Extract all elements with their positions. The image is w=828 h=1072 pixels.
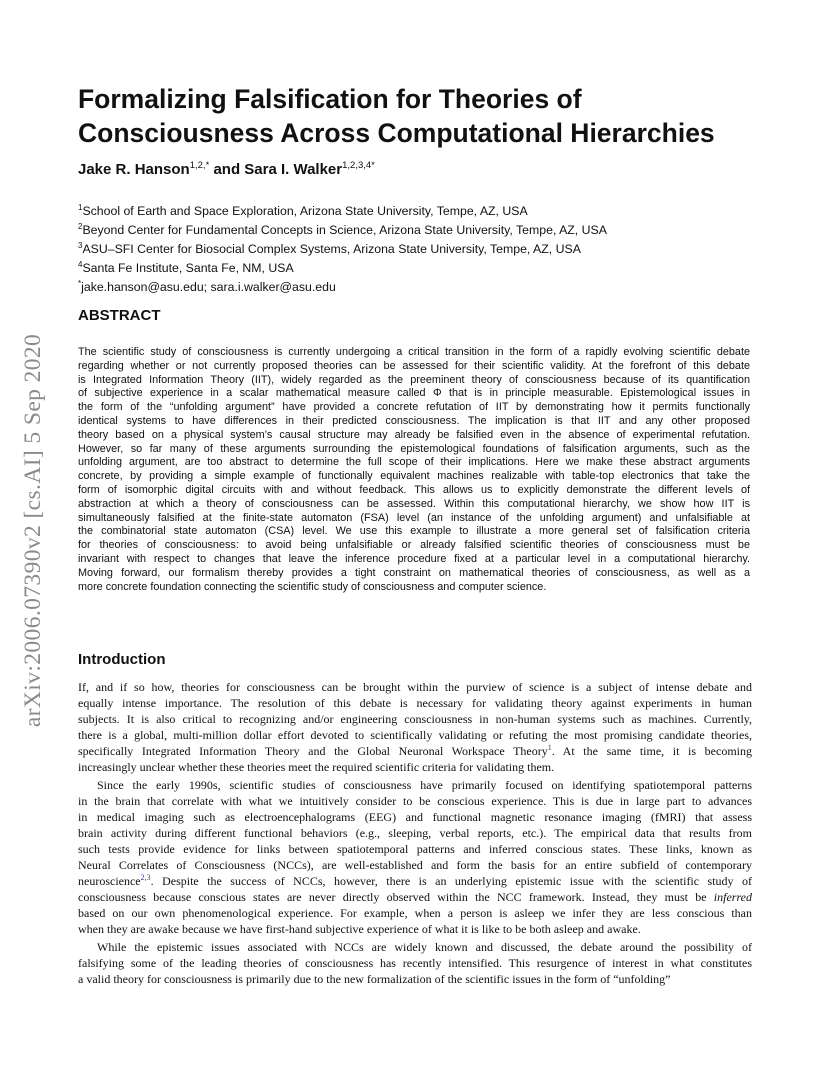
abstract-line: The scientific study of consciousness is currently undergoing a critical transition in the form of a rapidly evolving scientific debate [78,346,750,358]
body-line: brain activity during different functional behaviors (e.g., sleeping, verbal reports, etc.). The empirical data that results from [78,826,752,840]
abstract-line: theory based on a physical system’s causal structure may already be falsified even in the absence of experimental refutation. [78,428,750,441]
body-line: when they are awake because we have first-hand subjective experience of what it is like to be both asleep and awake. [78,922,641,936]
affiliation-mark: 3 [78,241,83,251]
intro-paragraph-2 [78,777,752,937]
author-conjunction: and [213,161,241,178]
body-line: subjects. It is also critical to recognizing and/or engineering consciousness in non-human systems such as machines. Currently, [78,712,752,726]
abstract-line: unfolding argument, are too abstract to determine the full scope of their implications. Here we make these abstract arguments [78,456,750,469]
author-affiliation-marks: 1,2,* [189,160,210,171]
body-text: neuroscience [78,874,141,888]
body-text: . Despite the success of NCCs, however, there is an underlying epistemic issue with the scientific study of [150,874,752,888]
body-line: such tests provide evidence for links between spatiotemporal patterns and inferred conscious states. These links, known as [78,842,752,856]
paper-title [78,82,778,150]
body-line [78,873,752,889]
title-line-2: Consciousness Across Computational Hierarchies [78,118,715,148]
affiliation-item [78,257,607,276]
citation-link[interactable]: 2,3 [140,873,151,882]
abstract-line: simultaneously falsified at the finite-state automaton (FSA) level (an instance of the unfolding argument) and unfalsifiable at [78,511,750,524]
body-line: falsifying some of the leading theories of consciousness has recently intensified. This resurgence of interest in what constitutes [78,956,752,970]
body-line: in the brain that correlate with what we intuitively consider to be conscious experience. This is due in large part to advances [78,794,752,808]
affiliation-item [78,238,607,257]
abstract-line: the combinatorial state automaton (CSA) level. We use this example to illustrate a more general set of falsification criteria [78,525,750,538]
abstract-line: of subjective experience in a scalar mathematical measure called Φ that is in principle measurable. Epistemological issues in [78,387,750,400]
affiliation-text: Beyond Center for Fundamental Concepts in Science, Arizona State University, Tempe, AZ, USA [82,223,607,238]
affiliation-mark: 4 [78,260,83,270]
abstract-line: for theories of consciousness: to avoid being unfalsifiable or already falsified scientific theories of consciousness must be [78,539,750,552]
body-line: If, and if so how, theories for consciousness can be brought within the purview of science is a subject of intense debate and [78,680,752,694]
title-line-1: Formalizing Falsification for Theories of [78,84,582,114]
arxiv-identifier-text: arXiv:2006.07390v2 [cs.AI] 5 Sep 2020 [20,333,47,727]
affiliation-text: ASU–SFI Center for Biosocial Complex Systems, Arizona State University, Tempe, AZ, USA [82,242,581,257]
abstract-line: concrete, by providing a simple example of functionally equivalent machines realizable with table-top electronics that take the [78,470,750,483]
abstract-line: the form of the “unfolding argument” have provided a concrete refutation of IIT by demonstrating how it permits functionally [78,401,750,414]
emphasized-word: inferred [713,890,752,904]
body-text: . At the same time, it is becoming [551,744,752,758]
author-list [78,160,375,178]
affiliation-item [78,276,607,295]
body-line: Neural Correlates of Consciousness (NCCs), are well-established and form the basis for an entire subfield of contemporary [78,858,752,872]
abstract-line: However, so far many of these arguments surrounding the epistemological foundations of falsification arguments, such as the [78,442,750,455]
abstract-line: invariant with respect to changes that leave the inference procedure fixed at a particular level in a computational hierarchy. [78,552,750,565]
affiliation-mark: * [78,279,82,289]
affiliation-item [78,200,607,219]
introduction-heading: Introduction [78,651,166,668]
body-line: equally intense importance. The resolution of this debate is necessary for validating theory against experiments in human [78,696,752,710]
intro-paragraph-1 [78,679,752,775]
body-text: specifically Integrated Information Theory and the Global Neuronal Workspace Theory [78,744,548,758]
body-line: a valid theory for consciousness is primarily due to the new formalization of the scientific issues in the form of “unfolding” [78,972,671,986]
abstract-line: regarding whether or not currently proposed theories can be assessed for their scientific validity. At the forefront of this debate [78,359,750,372]
abstract-line: abstraction at which a theory of consciousness can be assessed. Within this computational hierarchy, we show how IIT is [78,497,750,510]
body-line [78,743,752,759]
abstract-text [78,346,750,594]
affiliation-mark: 2 [78,222,83,232]
author-name: Jake R. Hanson [78,161,190,178]
affiliation-item [78,219,607,238]
body-text: consciousness because conscious states are never directly observed within the NCC framework. Instead, they must be [78,890,707,904]
body-line: there is a global, multi-million dollar effort devoted to scientifically validating or refuting the most promising candidate theories, [78,728,752,742]
corresponding-emails: jake.hanson@asu.edu; sara.i.walker@asu.edu [81,280,336,295]
affiliation-mark: 1 [78,203,83,212]
abstract-line: is Integrated Information Theory (IIT), widely regarded as the preeminent theory of consciousness because of its quantification [78,373,750,386]
abstract-line: form of isomorphic digital circuits with and without feedback. This allows us to explicitly demonstrate the different levels of [78,483,750,496]
abstract-line: Moving forward, our formalism thereby provides a tight constraint on mathematical theories of consciousness, as well as a [78,566,750,579]
affiliation-text: School of Earth and Space Exploration, Arizona State University, Tempe, AZ, USA [82,204,528,219]
author-affiliation-marks: 1,2,3,4* [342,160,375,171]
citation-link[interactable]: 1 [547,743,552,752]
body-line: While the epistemic issues associated with NCCs are widely known and discussed, the debate around the possibility of [97,940,752,954]
body-line: in medical imaging such as electroencephalograms (EEG) and functional magnetic resonance imaging (fMRI) that assess [78,810,752,824]
abstract-line: more concrete foundation connecting the scientific study of consciousness and computer science. [78,580,547,593]
author-name: Sara I. Walker [244,161,343,178]
body-line: increasingly unclear whether these theories meet the required scientific criteria for validating them. [78,760,555,774]
intro-paragraph-3 [78,939,752,987]
affiliation-text: Santa Fe Institute, Santa Fe, NM, USA [82,261,294,276]
abstract-heading: ABSTRACT [78,307,161,324]
body-line: based on our own phenomenological experience. For example, when a person is asleep we infer they are less conscious than [78,906,752,920]
abstract-line: identical systems to have differences in their predicted consciousness. The implication is that IIT and any other proposed [78,414,750,427]
body-line [78,889,752,905]
arxiv-identifier-stamp [10,300,58,760]
body-line: Since the early 1990s, scientific studies of consciousness have primarily focused on identifying spatiotemporal patterns [97,778,752,792]
affiliation-list [78,200,607,295]
